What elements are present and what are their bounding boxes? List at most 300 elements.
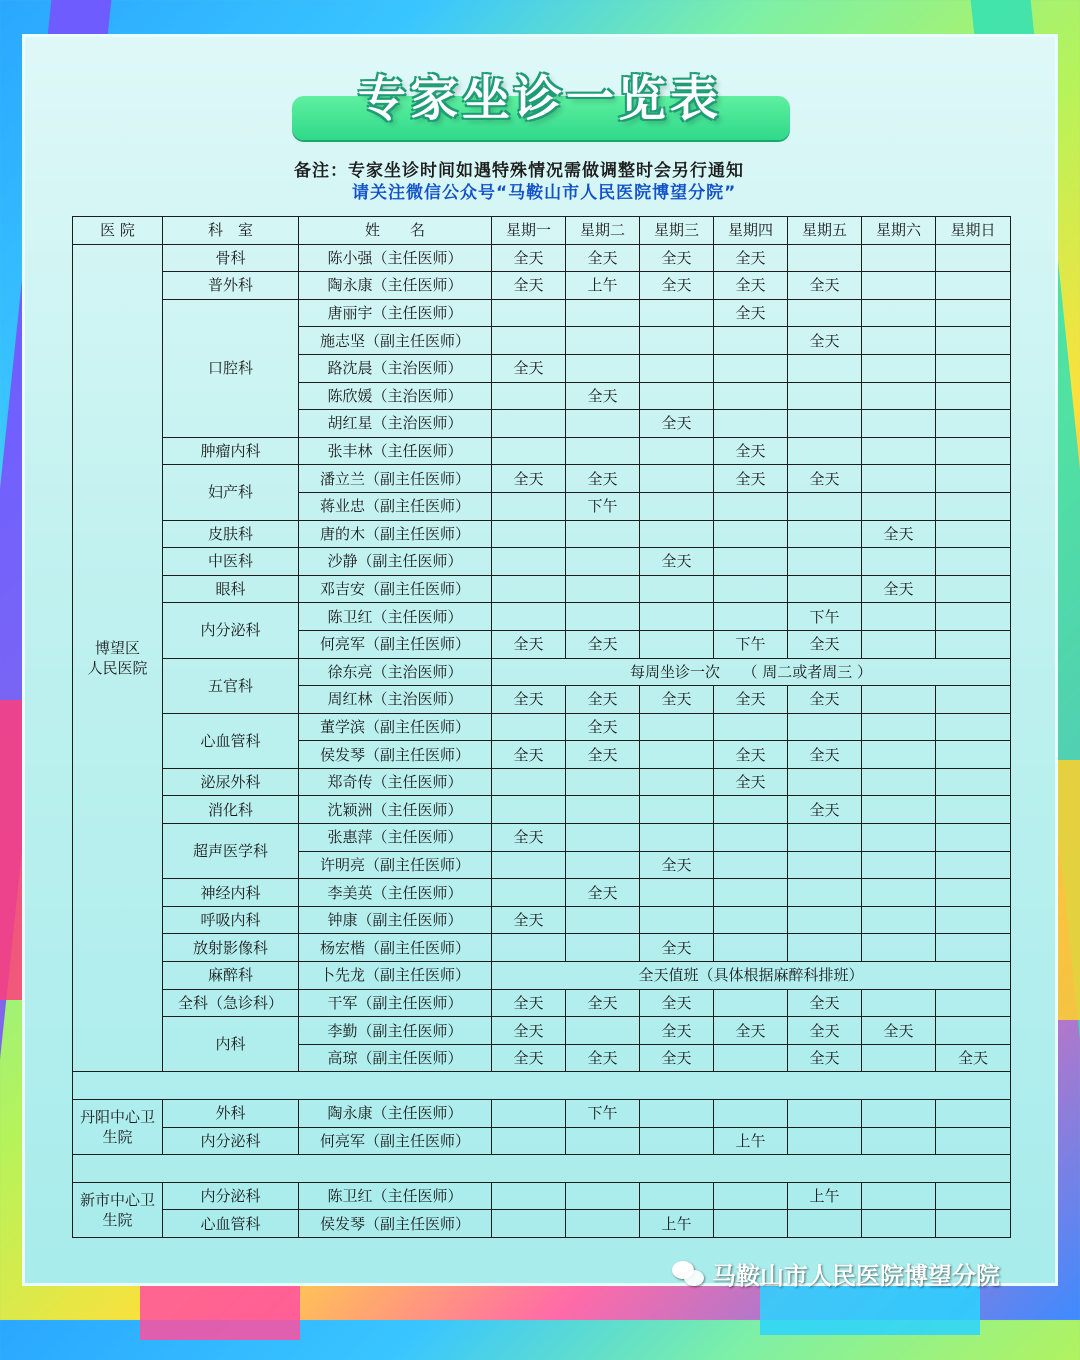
table-row [73, 1210, 1011, 1238]
schedule-cell [936, 989, 1011, 1017]
schedule-cell [640, 1127, 714, 1155]
schedule-cell [714, 906, 788, 934]
schedule-cell: 全天 [862, 1017, 936, 1045]
schedule-cell [566, 1017, 640, 1045]
header-name: 姓 名 [299, 217, 492, 245]
table-row [73, 272, 1011, 300]
schedule-cell [714, 879, 788, 907]
header-day: 星期一 [492, 217, 566, 245]
table-row [73, 520, 1011, 548]
schedule-cell: 全天 [788, 630, 862, 658]
doctor-name-cell: 沙静（副主任医师） [299, 548, 492, 576]
doctor-name-cell: 陈卫红（主任医师） [299, 603, 492, 631]
schedule-cell [566, 354, 640, 382]
table-row [73, 603, 1011, 631]
schedule-cell [788, 768, 862, 796]
schedule-cell: 全天 [714, 299, 788, 327]
schedule-cell: 全天 [492, 244, 566, 272]
schedule-cell [936, 244, 1011, 272]
note-line-2: 请关注微信公众号“马鞍山市人民医院博望分院” [352, 183, 737, 203]
schedule-cell: 全天 [492, 630, 566, 658]
schedule-cell: 全天 [566, 713, 640, 741]
schedule-cell [566, 934, 640, 962]
doctor-name-cell: 李勤（副主任医师） [299, 1017, 492, 1045]
schedule-cell [862, 906, 936, 934]
table-row [73, 1127, 1011, 1155]
table-row [73, 879, 1011, 907]
schedule-cell [492, 768, 566, 796]
schedule-cell: 全天 [714, 741, 788, 769]
schedule-cell: 全天 [492, 824, 566, 852]
schedule-cell [936, 299, 1011, 327]
schedule-cell: 全天 [640, 851, 714, 879]
schedule-cell: 全天 [566, 741, 640, 769]
schedule-cell [936, 603, 1011, 631]
schedule-cell [566, 1182, 640, 1210]
schedule-cell [566, 437, 640, 465]
table-row [73, 796, 1011, 824]
schedule-cell [640, 906, 714, 934]
department-cell: 内科 [163, 1017, 299, 1072]
header-day: 星期六 [862, 217, 936, 245]
doctor-name-cell: 胡红星（主治医师） [299, 410, 492, 438]
schedule-cell [936, 437, 1011, 465]
schedule-cell [640, 575, 714, 603]
table-row [73, 934, 1011, 962]
schedule-cell [788, 520, 862, 548]
department-cell: 超声医学科 [163, 824, 299, 879]
hospital-name-line: 人民医院 [87, 659, 148, 677]
section-separator-row [73, 1072, 1011, 1100]
schedule-cell: 下午 [788, 603, 862, 631]
schedule-cell [492, 879, 566, 907]
schedule-cell: 全天 [640, 1017, 714, 1045]
schedule-cell [640, 796, 714, 824]
hospital-cell [73, 1182, 163, 1237]
schedule-cell [862, 630, 936, 658]
schedule-cell: 全天 [788, 741, 862, 769]
table-row [73, 989, 1011, 1017]
schedule-table [72, 216, 1011, 1238]
schedule-cell [566, 851, 640, 879]
schedule-cell [566, 299, 640, 327]
schedule-cell: 全天 [492, 741, 566, 769]
page-title: 专家坐诊一览表 [357, 71, 722, 127]
department-cell: 中医科 [163, 548, 299, 576]
schedule-cell [788, 851, 862, 879]
schedule-cell [936, 272, 1011, 300]
schedule-cell [640, 741, 714, 769]
schedule-cell [936, 520, 1011, 548]
schedule-cell: 上午 [566, 272, 640, 300]
header-row [73, 217, 1011, 245]
schedule-cell [862, 327, 936, 355]
schedule-cell [714, 1210, 788, 1238]
schedule-cell [936, 1127, 1011, 1155]
schedule-cell: 全天 [640, 989, 714, 1017]
schedule-cell [788, 906, 862, 934]
table-row [73, 244, 1011, 272]
table-row [73, 713, 1011, 741]
department-cell: 全科（急诊科） [163, 989, 299, 1017]
schedule-cell: 全天 [492, 686, 566, 714]
department-cell: 口腔科 [163, 299, 299, 437]
schedule-cell [862, 244, 936, 272]
schedule-cell [788, 382, 862, 410]
hospital-cell [73, 244, 163, 1072]
doctor-name-cell: 董学滨（副主任医师） [299, 713, 492, 741]
schedule-cell [788, 1100, 862, 1128]
schedule-cell: 全天 [714, 465, 788, 493]
schedule-cell [788, 934, 862, 962]
schedule-cell [566, 520, 640, 548]
schedule-cell [714, 354, 788, 382]
doctor-name-cell: 李美英（主任医师） [299, 879, 492, 907]
schedule-cell [714, 382, 788, 410]
department-cell: 内分泌科 [163, 1127, 299, 1155]
table-row [73, 548, 1011, 576]
hospital-name-line: 生院 [102, 1128, 133, 1147]
schedule-cell [492, 548, 566, 576]
schedule-cell: 全天 [788, 1044, 862, 1072]
schedule-cell [492, 1210, 566, 1238]
doctor-name-cell: 邓吉安（副主任医师） [299, 575, 492, 603]
schedule-cell [492, 492, 566, 520]
schedule-cell [862, 1182, 936, 1210]
schedule-cell [936, 686, 1011, 714]
merged-schedule-cell: 全天值班（具体根据麻醉科排班） [492, 962, 1011, 990]
schedule-cell [492, 575, 566, 603]
schedule-cell [936, 934, 1011, 962]
schedule-cell [566, 906, 640, 934]
doctor-name-cell: 唐的木（副主任医师） [299, 520, 492, 548]
schedule-cell: 全天 [788, 989, 862, 1017]
department-cell: 泌尿外科 [163, 768, 299, 796]
doctor-name-cell: 唐丽宇（主任医师） [299, 299, 492, 327]
schedule-cell [714, 575, 788, 603]
schedule-cell [714, 989, 788, 1017]
schedule-cell [492, 1100, 566, 1128]
schedule-cell: 全天 [566, 244, 640, 272]
doctor-name-cell: 陶永康（主任医师） [299, 1100, 492, 1128]
schedule-cell [936, 741, 1011, 769]
department-cell: 放射影像科 [163, 934, 299, 962]
schedule-cell: 全天 [714, 244, 788, 272]
doctor-name-cell: 侯发琴（副主任医师） [299, 741, 492, 769]
schedule-cell [492, 603, 566, 631]
doctor-name-cell: 侯发琴（副主任医师） [299, 1210, 492, 1238]
schedule-cell [862, 768, 936, 796]
schedule-cell: 全天 [788, 1017, 862, 1045]
schedule-cell [936, 492, 1011, 520]
schedule-cell: 全天 [640, 548, 714, 576]
note-line-1: 备注：专家坐诊时间如遇特殊情况需做调整时会另行通知 [294, 161, 744, 181]
department-cell: 神经内科 [163, 879, 299, 907]
header-day: 星期二 [566, 217, 640, 245]
table-row [73, 299, 1011, 327]
schedule-cell: 上午 [640, 1210, 714, 1238]
schedule-cell: 全天 [640, 934, 714, 962]
schedule-cell [492, 382, 566, 410]
schedule-cell: 全天 [492, 1044, 566, 1072]
schedule-cell [862, 1127, 936, 1155]
department-cell: 消化科 [163, 796, 299, 824]
schedule-cell: 全天 [788, 686, 862, 714]
schedule-cell [492, 851, 566, 879]
schedule-cell: 全天 [640, 1044, 714, 1072]
schedule-cell [936, 824, 1011, 852]
schedule-cell: 全天 [640, 686, 714, 714]
schedule-cell: 全天 [566, 686, 640, 714]
schedule-cell [936, 906, 1011, 934]
department-cell: 麻醉科 [163, 962, 299, 990]
hospital-name-line: 新市中心卫 [79, 1190, 155, 1209]
schedule-cell [640, 382, 714, 410]
schedule-cell [714, 548, 788, 576]
schedule-cell [788, 244, 862, 272]
schedule-cell [936, 768, 1011, 796]
schedule-cell [714, 603, 788, 631]
department-cell: 呼吸内科 [163, 906, 299, 934]
doctor-name-cell: 高琼（副主任医师） [299, 1044, 492, 1072]
schedule-cell [862, 851, 936, 879]
schedule-cell [640, 630, 714, 658]
schedule-cell [936, 548, 1011, 576]
schedule-cell [862, 603, 936, 631]
schedule-cell [640, 492, 714, 520]
schedule-cell [862, 272, 936, 300]
schedule-cell [492, 437, 566, 465]
doctor-name-cell: 许明亮（副主任医师） [299, 851, 492, 879]
schedule-cell [936, 1210, 1011, 1238]
decor-block-bottom-right [760, 1285, 980, 1335]
schedule-cell [566, 548, 640, 576]
schedule-cell [492, 1127, 566, 1155]
schedule-cell: 全天 [566, 989, 640, 1017]
schedule-cell: 全天 [640, 272, 714, 300]
hospital-name-line: 丹阳中心卫 [79, 1108, 155, 1127]
department-cell: 肿瘤内科 [163, 437, 299, 465]
doctor-name-cell: 何亮军（副主任医师） [299, 1127, 492, 1155]
schedule-cell [492, 327, 566, 355]
decor-block-bottom-left [140, 1280, 300, 1340]
schedule-cell [936, 1017, 1011, 1045]
doctor-name-cell: 施志坚（副主任医师） [299, 327, 492, 355]
schedule-cell: 下午 [566, 492, 640, 520]
schedule-cell [862, 299, 936, 327]
header-hospital: 医 院 [73, 217, 163, 245]
schedule-cell [862, 1210, 936, 1238]
separator-cell [73, 1155, 1011, 1183]
schedule-cell [714, 851, 788, 879]
doctor-name-cell: 钟康（副主任医师） [299, 906, 492, 934]
schedule-cell: 全天 [862, 575, 936, 603]
schedule-cell: 全天 [936, 1044, 1011, 1072]
schedule-cell: 全天 [714, 686, 788, 714]
schedule-cell: 全天 [714, 768, 788, 796]
doctor-name-cell: 路沈晨（主治医师） [299, 354, 492, 382]
schedule-cell [566, 768, 640, 796]
schedule-cell [862, 934, 936, 962]
schedule-cell [862, 492, 936, 520]
schedule-cell: 全天 [492, 354, 566, 382]
schedule-cell [566, 327, 640, 355]
schedule-cell [714, 824, 788, 852]
schedule-cell [862, 548, 936, 576]
schedule-cell [936, 796, 1011, 824]
department-cell: 心血管科 [163, 713, 299, 768]
department-cell: 外科 [163, 1100, 299, 1128]
schedule-cell: 全天 [862, 520, 936, 548]
header-day: 星期日 [936, 217, 1011, 245]
doctor-name-cell: 徐东亮（主治医师） [299, 658, 492, 686]
doctor-name-cell: 陶永康（主任医师） [299, 272, 492, 300]
schedule-cell [492, 1182, 566, 1210]
schedule-cell [640, 768, 714, 796]
schedule-cell: 下午 [566, 1100, 640, 1128]
schedule-cell: 全天 [640, 244, 714, 272]
schedule-cell [788, 410, 862, 438]
schedule-cell [936, 575, 1011, 603]
schedule-cell [640, 437, 714, 465]
doctor-name-cell: 杨宏楷（副主任医师） [299, 934, 492, 962]
schedule-cell: 下午 [714, 630, 788, 658]
schedule-cell: 全天 [788, 272, 862, 300]
schedule-cell [492, 520, 566, 548]
schedule-cell [936, 1182, 1011, 1210]
schedule-cell [788, 437, 862, 465]
schedule-cell [936, 879, 1011, 907]
schedule-cell [936, 713, 1011, 741]
schedule-cell [566, 575, 640, 603]
schedule-cell [492, 934, 566, 962]
table-row [73, 824, 1011, 852]
schedule-cell: 全天 [566, 382, 640, 410]
table-row [73, 1017, 1011, 1045]
department-cell: 妇产科 [163, 465, 299, 520]
doctor-name-cell: 张惠萍（主任医师） [299, 824, 492, 852]
hospital-cell [73, 1100, 163, 1155]
doctor-name-cell: 张丰林（主任医师） [299, 437, 492, 465]
doctor-name-cell: 郑奇传（主任医师） [299, 768, 492, 796]
schedule-cell [862, 796, 936, 824]
schedule-cell [714, 410, 788, 438]
hospital-name-line: 生院 [102, 1210, 133, 1229]
schedule-cell [862, 410, 936, 438]
schedule-cell [936, 382, 1011, 410]
doctor-name-cell: 卜先龙（副主任医师） [299, 962, 492, 990]
schedule-cell: 全天 [566, 465, 640, 493]
schedule-cell [936, 1100, 1011, 1128]
schedule-cell [714, 327, 788, 355]
watermark [672, 1256, 1000, 1291]
header-department: 科 室 [163, 217, 299, 245]
schedule-cell [862, 1100, 936, 1128]
schedule-cell [566, 796, 640, 824]
doctor-name-cell: 周红林（主治医师） [299, 686, 492, 714]
department-cell: 内分泌科 [163, 1182, 299, 1210]
schedule-cell [788, 299, 862, 327]
schedule-cell [640, 354, 714, 382]
schedule-cell: 上午 [714, 1127, 788, 1155]
schedule-cell [492, 410, 566, 438]
schedule-cell [566, 824, 640, 852]
schedule-cell: 全天 [788, 796, 862, 824]
schedule-cell: 全天 [566, 879, 640, 907]
schedule-cell [714, 1044, 788, 1072]
schedule-cell: 全天 [788, 465, 862, 493]
section-separator-row [73, 1155, 1011, 1183]
schedule-cell [862, 989, 936, 1017]
schedule-cell: 全天 [492, 272, 566, 300]
schedule-cell [714, 520, 788, 548]
schedule-cell [492, 713, 566, 741]
schedule-cell [936, 465, 1011, 493]
department-cell: 心血管科 [163, 1210, 299, 1238]
doctor-name-cell: 沈颖洲（主任医师） [299, 796, 492, 824]
schedule-cell [566, 410, 640, 438]
doctor-name-cell: 陈欣媛（主治医师） [299, 382, 492, 410]
table-row [73, 658, 1011, 686]
merged-schedule-cell: 每周坐诊一次 （ 周二或者周三 ） [492, 658, 1011, 686]
schedule-cell: 全天 [492, 1017, 566, 1045]
schedule-cell: 全天 [640, 410, 714, 438]
schedule-cell: 全天 [714, 437, 788, 465]
schedule-cell [862, 1044, 936, 1072]
department-cell: 内分泌科 [163, 603, 299, 658]
schedule-cell [640, 879, 714, 907]
header-day: 星期四 [714, 217, 788, 245]
table-row [73, 906, 1011, 934]
schedule-cell [936, 851, 1011, 879]
schedule-cell [862, 382, 936, 410]
schedule-cell [640, 713, 714, 741]
header-day: 星期五 [788, 217, 862, 245]
table-row [73, 575, 1011, 603]
schedule-cell [862, 465, 936, 493]
schedule-cell [862, 437, 936, 465]
separator-cell [73, 1072, 1011, 1100]
schedule-cell [714, 713, 788, 741]
schedule-cell: 全天 [714, 272, 788, 300]
schedule-cell [788, 1127, 862, 1155]
schedule-cell [492, 796, 566, 824]
schedule-cell [788, 879, 862, 907]
schedule-cell [862, 354, 936, 382]
schedule-cell [788, 492, 862, 520]
schedule-cell [788, 713, 862, 741]
table-row [73, 465, 1011, 493]
doctor-name-cell: 陈卫红（主任医师） [299, 1182, 492, 1210]
schedule-cell [936, 327, 1011, 355]
schedule-cell [862, 741, 936, 769]
doctor-name-cell: 何亮军（副主任医师） [299, 630, 492, 658]
schedule-cell [936, 630, 1011, 658]
wechat-icon [672, 1261, 706, 1287]
schedule-cell [566, 603, 640, 631]
schedule-cell [492, 299, 566, 327]
doctor-name-cell: 干军（副主任医师） [299, 989, 492, 1017]
schedule-cell [788, 548, 862, 576]
schedule-cell [640, 465, 714, 493]
schedule-cell [566, 1127, 640, 1155]
header-day: 星期三 [640, 217, 714, 245]
schedule-cell: 全天 [714, 1017, 788, 1045]
schedule-cell: 全天 [788, 327, 862, 355]
schedule-cell [714, 934, 788, 962]
schedule-cell [640, 327, 714, 355]
schedule-cell [714, 492, 788, 520]
